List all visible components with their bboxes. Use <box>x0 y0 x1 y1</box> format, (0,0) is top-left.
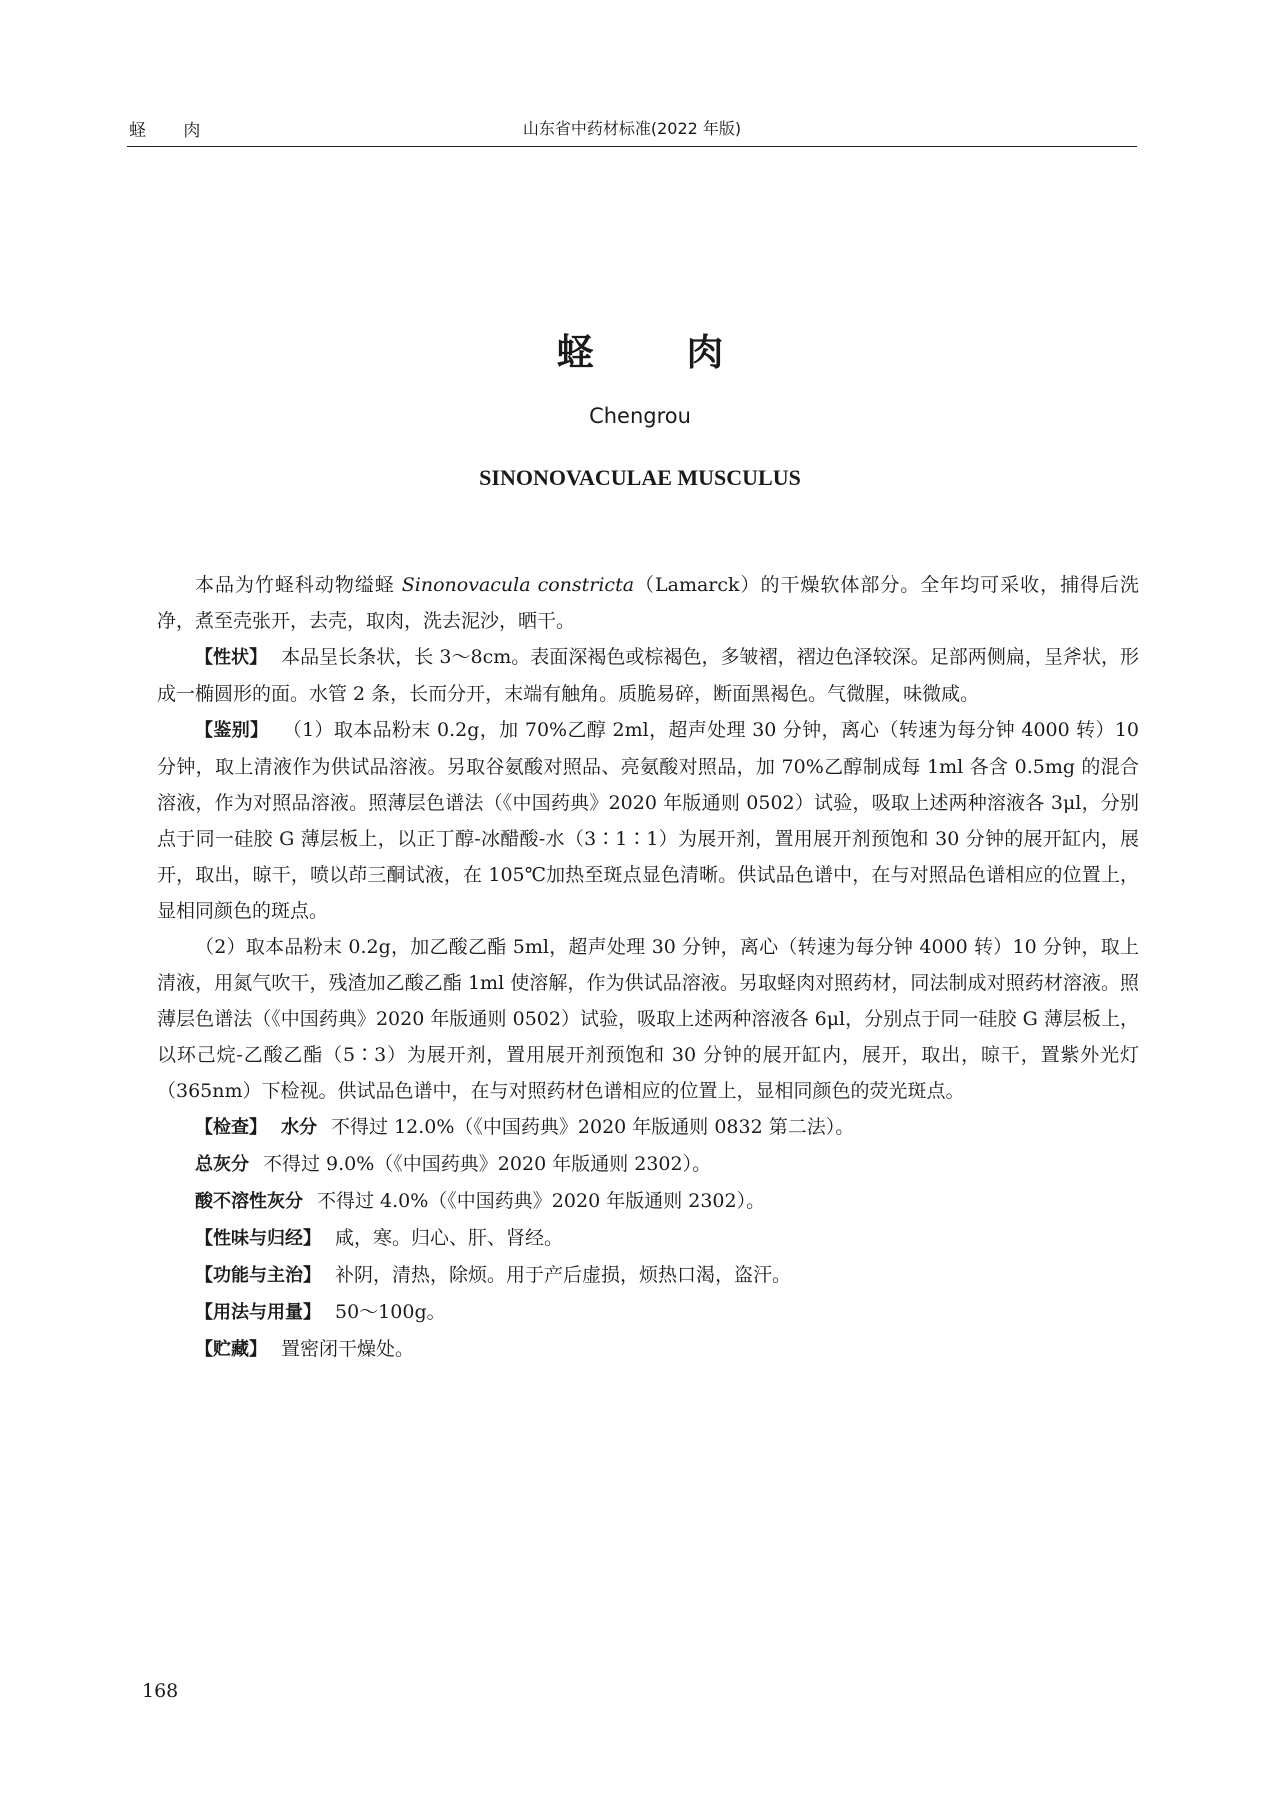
dosage-label: 【用法与用量】 <box>195 1302 321 1323</box>
inspection-paragraph <box>157 1109 1139 1146</box>
acid-ash-label: 酸不溶性灰分 <box>195 1191 303 1212</box>
function-paragraph <box>157 1257 1139 1294</box>
page-number: 168 <box>142 1680 179 1702</box>
intro-paragraph <box>157 567 1139 639</box>
intro-text-after: （Lamarck）的干燥软体部分。全年均可采收，捕得后洗净，煮至壳张开，去壳，取肉，洗去泥沙，晒干。 <box>157 574 1140 632</box>
species-latin-name: Sinonovacula constricta <box>401 574 635 596</box>
ash-paragraph <box>157 1146 1139 1183</box>
header-book-title: 山东省中药材标准(2022 年版) <box>522 119 742 138</box>
function-label: 【功能与主治】 <box>195 1265 321 1286</box>
acid-ash-text: 不得过 4.0%（《中国药典》2020 年版通则 2302）。 <box>317 1190 766 1212</box>
storage-label: 【贮藏】 <box>195 1339 267 1360</box>
storage-text: 置密闭干燥处。 <box>281 1338 415 1360</box>
nature-paragraph <box>157 1220 1139 1257</box>
inspection-label: 【检查】 <box>195 1117 267 1138</box>
identification-text-2: （2）取本品粉末 0.2g，加乙酸乙酯 5ml，超声处理 30 分钟，离心（转速为每分钟 4000 转）10 分钟，取上清液，用氮气吹干，残渣加乙酸乙酯 1ml 使溶解，作为供试品溶液。另取蛏肉对照药材，同法制成对照药材溶液。照薄层色谱法（《中国药典》2020 年版通则 0502）试验，吸取上述两种溶液各 6μl，分别点于同一硅胶 G 薄层板上，以环己烷-乙酸乙酯（5∶3）为展开剂，置用展开剂预饱和 30 分钟的展开缸内，展开，取出，晾干，置紫外光灯（365nm）下检视。供试品色谱中，在与对照药材色谱相应的位置上，显相同颜色的荧光斑点。 <box>157 936 1139 1102</box>
function-text: 补阴，清热，除烦。用于产后虚损，烦热口渴，盗汗。 <box>335 1264 792 1286</box>
acid-ash-paragraph <box>157 1183 1139 1220</box>
latin-title: SINONOVACULAE MUSCULUS <box>479 465 801 490</box>
water-label: 水分 <box>281 1117 317 1138</box>
dosage-paragraph <box>157 1294 1139 1331</box>
identification-label: 【鉴别】 <box>195 720 269 741</box>
nature-label: 【性味与归经】 <box>195 1228 321 1249</box>
ash-text: 不得过 9.0%（《中国药典》2020 年版通则 2302）。 <box>263 1153 712 1175</box>
page-title: 蛏 肉 <box>556 331 764 374</box>
monograph-body <box>157 567 1139 1368</box>
ash-label: 总灰分 <box>195 1154 249 1175</box>
identification-paragraph-1 <box>157 712 1139 929</box>
pinyin-title: Chengrou <box>589 404 691 428</box>
running-header <box>127 106 1137 147</box>
header-section-title: 蛏 肉 <box>129 121 217 141</box>
identification-paragraph-2 <box>157 929 1139 1109</box>
identification-text-1: （1）取本品粉末 0.2g，加 70%乙醇 2ml，超声处理 30 分钟，离心（转速为每分钟 4000 转）10 分钟，取上清液作为供试品溶液。另取谷氨酸对照品、亮氨酸对照品，加 70%乙醇制成每 1ml 各含 0.5mg 的混合溶液，作为对照品溶液。照薄层色谱法（《中国药典》2020 年版通则 0502）试验，吸取上述两种溶液各 3μl，分别点于同一硅胶 G 薄层板上，以正丁醇-冰醋酸-水（3∶1∶1）为展开剂，置用展开剂预饱和 30 分钟的展开缸内，展开，取出，晾干，喷以茚三酮试液，在 105℃加热至斑点显色清晰。供试品色谱中，在与对照品色谱相应的位置上，显相同颜色的斑点。 <box>157 719 1139 922</box>
dosage-text: 50～100g。 <box>335 1301 446 1323</box>
character-text: 本品呈长条状，长 3～8cm。表面深褐色或棕褐色，多皱褶，褶边色泽较深。足部两侧扁，呈斧状，形成一椭圆形的面。水管 2 条，长而分开，末端有触角。质脆易碎，断面黑褐色。气微腥，味微咸。 <box>157 646 1139 705</box>
nature-text: 咸，寒。归心、肝、肾经。 <box>335 1227 564 1249</box>
intro-text-before: 本品为竹蛏科动物缢蛏 <box>195 574 402 596</box>
character-paragraph <box>157 639 1139 712</box>
character-label: 【性状】 <box>195 647 268 668</box>
storage-paragraph <box>157 1331 1139 1368</box>
water-text: 不得过 12.0%（《中国药典》2020 年版通则 0832 第二法）。 <box>331 1116 855 1138</box>
